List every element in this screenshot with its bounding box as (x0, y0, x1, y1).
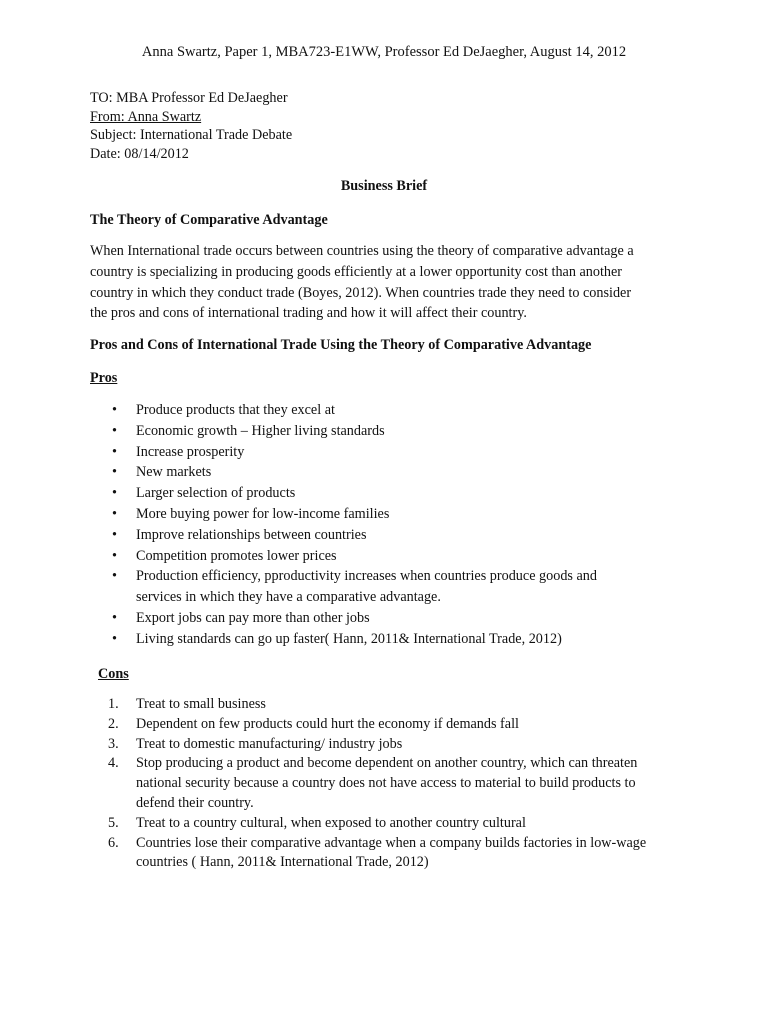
cons-item-text: Treat to small business (136, 696, 266, 712)
pros-list-item (112, 546, 672, 567)
bullet-icon: • (112, 422, 117, 439)
theory-heading: The Theory of Comparative Advantage (90, 212, 328, 228)
pros-item-text: Living standards can go up faster( Hann, 2011& International Trade, 2012) (136, 630, 562, 647)
cons-list-item (108, 735, 683, 755)
bullet-icon: • (112, 485, 117, 502)
pros-list-item (112, 629, 672, 650)
pros-list-item (112, 421, 672, 442)
list-number: 5. (108, 814, 119, 831)
bullet-icon: • (112, 609, 117, 626)
cons-item-text: Treat to a country cultural, when exposed to another country cultural (136, 814, 526, 831)
bullet-icon: • (112, 443, 117, 460)
cons-list-item (108, 754, 683, 813)
cons-item-text: national security because a country does not have access to material to build products to (136, 775, 636, 792)
bullet-icon: • (112, 464, 117, 481)
pros-cons-heading: Pros and Cons of International Trade Using the Theory of Comparative Advantage (90, 337, 592, 353)
bullet-icon: • (112, 526, 117, 543)
bullet-icon: • (112, 505, 117, 522)
bullet-icon: • (112, 402, 117, 418)
cons-list (108, 695, 683, 873)
memo-date: Date: 08/14/2012 (90, 145, 189, 162)
list-number: 4. (108, 755, 119, 772)
brief-title: Business Brief (340, 178, 428, 194)
bullet-icon: • (112, 547, 117, 564)
pros-item-text: More buying power for low-income families (136, 505, 390, 522)
pros-item-text: New markets (136, 464, 212, 481)
cons-item-text: Treat to domestic manufacturing/ industry jobs (136, 735, 403, 752)
pros-item-text: Improve relationships between countries (136, 526, 367, 543)
cons-item-text: countries ( Hann, 2011& International Trade, 2012) (136, 854, 429, 871)
cons-list-item (108, 814, 683, 834)
paragraph-line: the pros and cons of international trading and how it will affect their country. (90, 305, 527, 322)
pros-list-item (112, 525, 672, 546)
theory-paragraph (90, 241, 680, 324)
cons-item-text: Dependent on few products could hurt the economy if demands fall (136, 715, 519, 732)
pros-list-item (112, 400, 672, 421)
pros-heading: Pros (90, 370, 118, 386)
pros-item-text: Production efficiency, pproductivity increases when countries produce goods and (136, 568, 597, 585)
paragraph-line: country is specializing in producing goods efficiently at a lower opportunity cost than another (90, 263, 623, 280)
cons-heading: Cons (98, 666, 129, 682)
bullet-icon: • (112, 630, 117, 647)
cons-list-item (108, 834, 683, 874)
pros-list-item (112, 566, 672, 608)
pros-item-text: Competition promotes lower prices (136, 547, 337, 564)
cons-item-text: defend their country. (136, 794, 254, 811)
memo-to: TO: MBA Professor Ed DeJaegher (90, 90, 288, 106)
pros-list-item (112, 504, 672, 525)
pros-list (112, 400, 672, 650)
pros-list-item (112, 462, 672, 483)
paragraph-line: When International trade occurs between countries using the theory of comparative advantage a (90, 243, 634, 259)
memo-subject: Subject: International Trade Debate (90, 127, 293, 143)
cons-list-item (108, 715, 683, 735)
pros-item-text: Larger selection of products (136, 485, 296, 502)
memo-block (90, 89, 292, 163)
pros-item-text: Economic growth – Higher living standards (136, 422, 385, 439)
list-number: 3. (108, 735, 119, 752)
cons-item-text: Stop producing a product and become dependent on another country, which can threaten (136, 755, 638, 772)
pros-item-text: Produce products that they excel at (136, 402, 335, 418)
pros-list-item (112, 608, 672, 629)
cons-list-item (108, 695, 683, 715)
paragraph-line: country in which they conduct trade (Boyes, 2012). When countries trade they need to consider (90, 284, 632, 301)
bullet-icon: • (112, 568, 117, 585)
pros-item-text: Export jobs can pay more than other jobs (136, 609, 370, 626)
list-number: 6. (108, 834, 119, 851)
paper-header: Anna Swartz, Paper 1, MBA723-E1WW, Professor Ed DeJaegher, August 14, 2012 (141, 44, 627, 60)
cons-item-text: Countries lose their comparative advantage when a company builds factories in low-wage (136, 834, 647, 851)
list-number: 2. (108, 715, 119, 732)
pros-item-text: services in which they have a comparative advantage. (136, 589, 441, 606)
pros-list-item (112, 442, 672, 463)
list-number: 1. (108, 696, 119, 712)
pros-item-text: Increase prosperity (136, 443, 245, 460)
pros-list-item (112, 483, 672, 504)
memo-from: From: Anna Swartz (90, 108, 202, 125)
